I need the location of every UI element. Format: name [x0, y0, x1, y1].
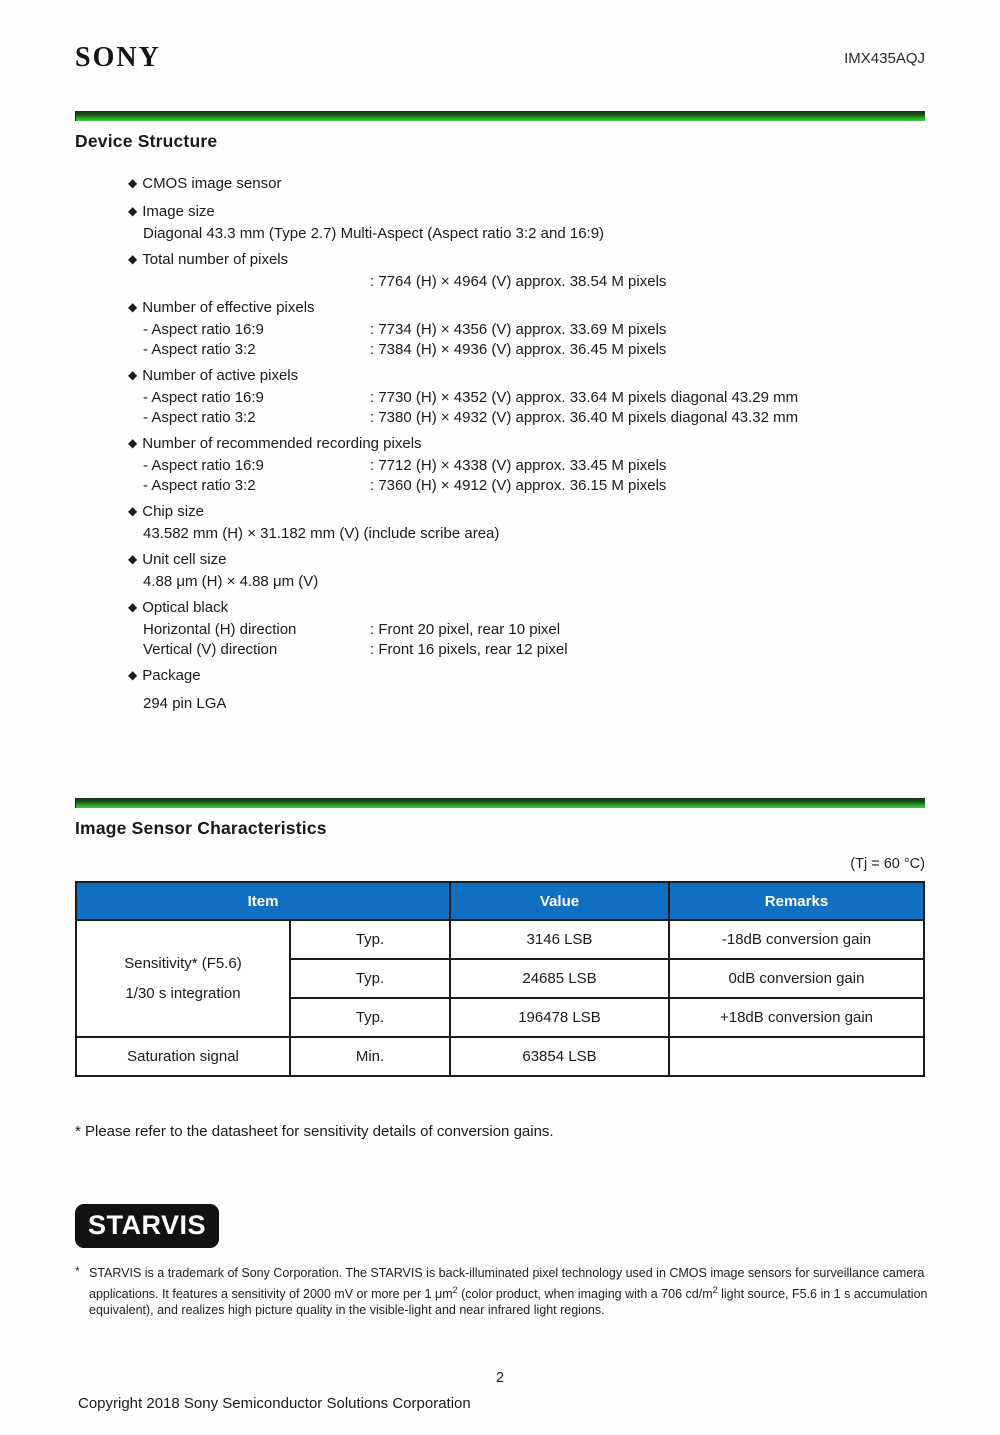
device-structure-title: Device Structure: [75, 131, 218, 151]
superscript-2: 2: [712, 1284, 718, 1295]
spec-value-cell: 196478 LSB: [450, 998, 669, 1037]
list-item: [128, 200, 925, 244]
item-label: Image size: [142, 203, 215, 220]
image-sensor-characteristics-title: Image Sensor Characteristics: [75, 818, 327, 838]
trademark-note-text: [89, 1265, 947, 1319]
spec-remarks-cell: [669, 1037, 924, 1076]
doc-header: [75, 44, 925, 72]
sensitivity-label-line2: 1/30 s integration: [125, 984, 241, 1002]
table-row: [76, 1037, 924, 1076]
table-row: [76, 920, 924, 959]
detail-name: Vertical (V) direction: [143, 641, 278, 658]
spec-type-cell: Typ.: [290, 920, 450, 959]
diamond-bullet-icon: ◆: [128, 368, 138, 382]
spec-value-cell: 24685 LSB: [450, 959, 669, 998]
column-header-value: Value: [450, 882, 669, 920]
note-segment: light source, F5.6 in 1 s accumulation equivalent), and realizes high picture quality in the visible-light and near infrared light regions.: [89, 1286, 928, 1318]
detail-name: - Aspect ratio 3:2: [143, 341, 256, 358]
junction-temperature-note: (Tj = 60 °C): [850, 856, 925, 872]
column-header-remarks: Remarks: [669, 882, 924, 920]
spec-value-cell: 63854 LSB: [450, 1037, 669, 1076]
note-segment: STARVIS is a trademark of Sony Corporation. The STARVIS is back-illuminated pixel technology used in CMOS image sensors for surveillance camera applications. It features a sensitivity of 2000 mV or more per 1 μm: [89, 1266, 925, 1301]
detail-name: - Aspect ratio 3:2: [143, 477, 256, 494]
list-item: [128, 596, 925, 660]
item-detail: 4.88 μm (H) × 4.88 μm (V): [143, 573, 319, 590]
starvis-logo: STARVIS: [75, 1204, 219, 1248]
item-label: CMOS image sensor: [142, 175, 282, 192]
spec-type-cell: Min.: [290, 1037, 450, 1076]
detail-value: : 7384 (H) × 4936 (V) approx. 36.45 M pixels: [370, 341, 667, 358]
superscript-2: 2: [452, 1284, 458, 1295]
detail-value: : Front 16 pixels, rear 12 pixel: [370, 641, 568, 658]
item-label: Package: [142, 667, 201, 684]
detail-value: : Front 20 pixel, rear 10 pixel: [370, 621, 561, 638]
detail-value: : 7360 (H) × 4912 (V) approx. 36.15 M pixels: [370, 477, 667, 494]
diamond-bullet-icon: ◆: [128, 176, 138, 190]
item-detail-row: [143, 640, 925, 660]
diamond-bullet-icon: ◆: [128, 436, 138, 450]
item-detail-row: [143, 340, 925, 360]
detail-value: : 7764 (H) × 4964 (V) approx. 38.54 M pixels: [370, 273, 667, 290]
starvis-trademark-note: [75, 1265, 947, 1319]
list-item: [128, 548, 925, 592]
diamond-bullet-icon: ◆: [128, 600, 138, 614]
list-item: [128, 364, 925, 428]
list-item: [128, 296, 925, 360]
detail-value: : 7380 (H) × 4932 (V) approx. 36.40 M pixels diagonal 43.32 mm: [370, 409, 799, 426]
detail-name: - Aspect ratio 16:9: [143, 389, 264, 406]
spec-type-cell: Typ.: [290, 959, 450, 998]
detail-value: : 7712 (H) × 4338 (V) approx. 33.45 M pixels: [370, 457, 667, 474]
item-detail-row: [143, 388, 925, 408]
list-item: [128, 500, 925, 544]
diamond-bullet-icon: ◆: [128, 504, 138, 518]
saturation-item-cell: Saturation signal: [76, 1037, 290, 1076]
section-divider-bar: [75, 111, 925, 121]
column-header-item: Item: [76, 882, 450, 920]
sensitivity-label-line1: Sensitivity* (F5.6): [124, 954, 242, 972]
sensitivity-footnote: * Please refer to the datasheet for sensitivity details of conversion gains.: [75, 1123, 554, 1140]
item-detail-row: [143, 320, 925, 340]
list-item: [128, 432, 925, 496]
diamond-bullet-icon: ◆: [128, 204, 138, 218]
item-label: Chip size: [142, 503, 204, 520]
item-detail: Diagonal 43.3 mm (Type 2.7) Multi-Aspect (Aspect ratio 3:2 and 16:9): [143, 225, 605, 242]
note-segment: (color product, when imaging with a 706 cd/m: [457, 1286, 713, 1301]
spec-remarks-cell: -18dB conversion gain: [669, 920, 924, 959]
diamond-bullet-icon: ◆: [128, 552, 138, 566]
spec-remarks-cell: +18dB conversion gain: [669, 998, 924, 1037]
list-item: [128, 664, 925, 714]
diamond-bullet-icon: ◆: [128, 300, 138, 314]
detail-value: : 7730 (H) × 4352 (V) approx. 33.64 M pixels diagonal 43.29 mm: [370, 389, 799, 406]
page-number: 2: [495, 1370, 505, 1386]
section-divider-bar: [75, 798, 925, 808]
sony-logo: SONY: [75, 42, 161, 73]
detail-name: [143, 272, 370, 292]
item-detail-row: [143, 408, 925, 428]
spec-value-cell: 3146 LSB: [450, 920, 669, 959]
item-detail-row: [143, 456, 925, 476]
item-detail-row: [143, 620, 925, 640]
list-item: [128, 248, 925, 292]
list-item: [128, 172, 925, 196]
spec-type-cell: Typ.: [290, 998, 450, 1037]
item-label: Number of active pixels: [142, 367, 299, 384]
item-label: Optical black: [142, 599, 229, 616]
device-structure-list: [75, 172, 925, 714]
item-detail: 294 pin LGA: [143, 695, 227, 712]
item-label: Number of recommended recording pixels: [142, 435, 422, 452]
diamond-bullet-icon: ◆: [128, 668, 138, 682]
detail-name: - Aspect ratio 16:9: [143, 321, 264, 338]
footnote-asterisk: *: [75, 1264, 80, 1278]
item-detail: 43.582 mm (H) × 31.182 mm (V) (include scribe area): [143, 525, 500, 542]
detail-value: : 7734 (H) × 4356 (V) approx. 33.69 M pixels: [370, 321, 667, 338]
item-label: Number of effective pixels: [142, 299, 315, 316]
detail-name: - Aspect ratio 3:2: [143, 409, 256, 426]
copyright-line: Copyright 2018 Sony Semiconductor Solutions Corporation: [78, 1395, 471, 1412]
item-detail-row: [143, 476, 925, 496]
item-label: Total number of pixels: [142, 251, 289, 268]
characteristics-table: [75, 881, 925, 1077]
detail-name: - Aspect ratio 16:9: [143, 457, 264, 474]
detail-name: Horizontal (H) direction: [143, 621, 297, 638]
spec-remarks-cell: 0dB conversion gain: [669, 959, 924, 998]
doc-id: IMX435AQJ: [844, 50, 925, 67]
diamond-bullet-icon: ◆: [128, 252, 138, 266]
item-label: Unit cell size: [142, 551, 227, 568]
item-detail-row: [143, 272, 925, 292]
sensitivity-item-cell: [76, 920, 290, 1037]
table-header-row: [76, 882, 924, 920]
